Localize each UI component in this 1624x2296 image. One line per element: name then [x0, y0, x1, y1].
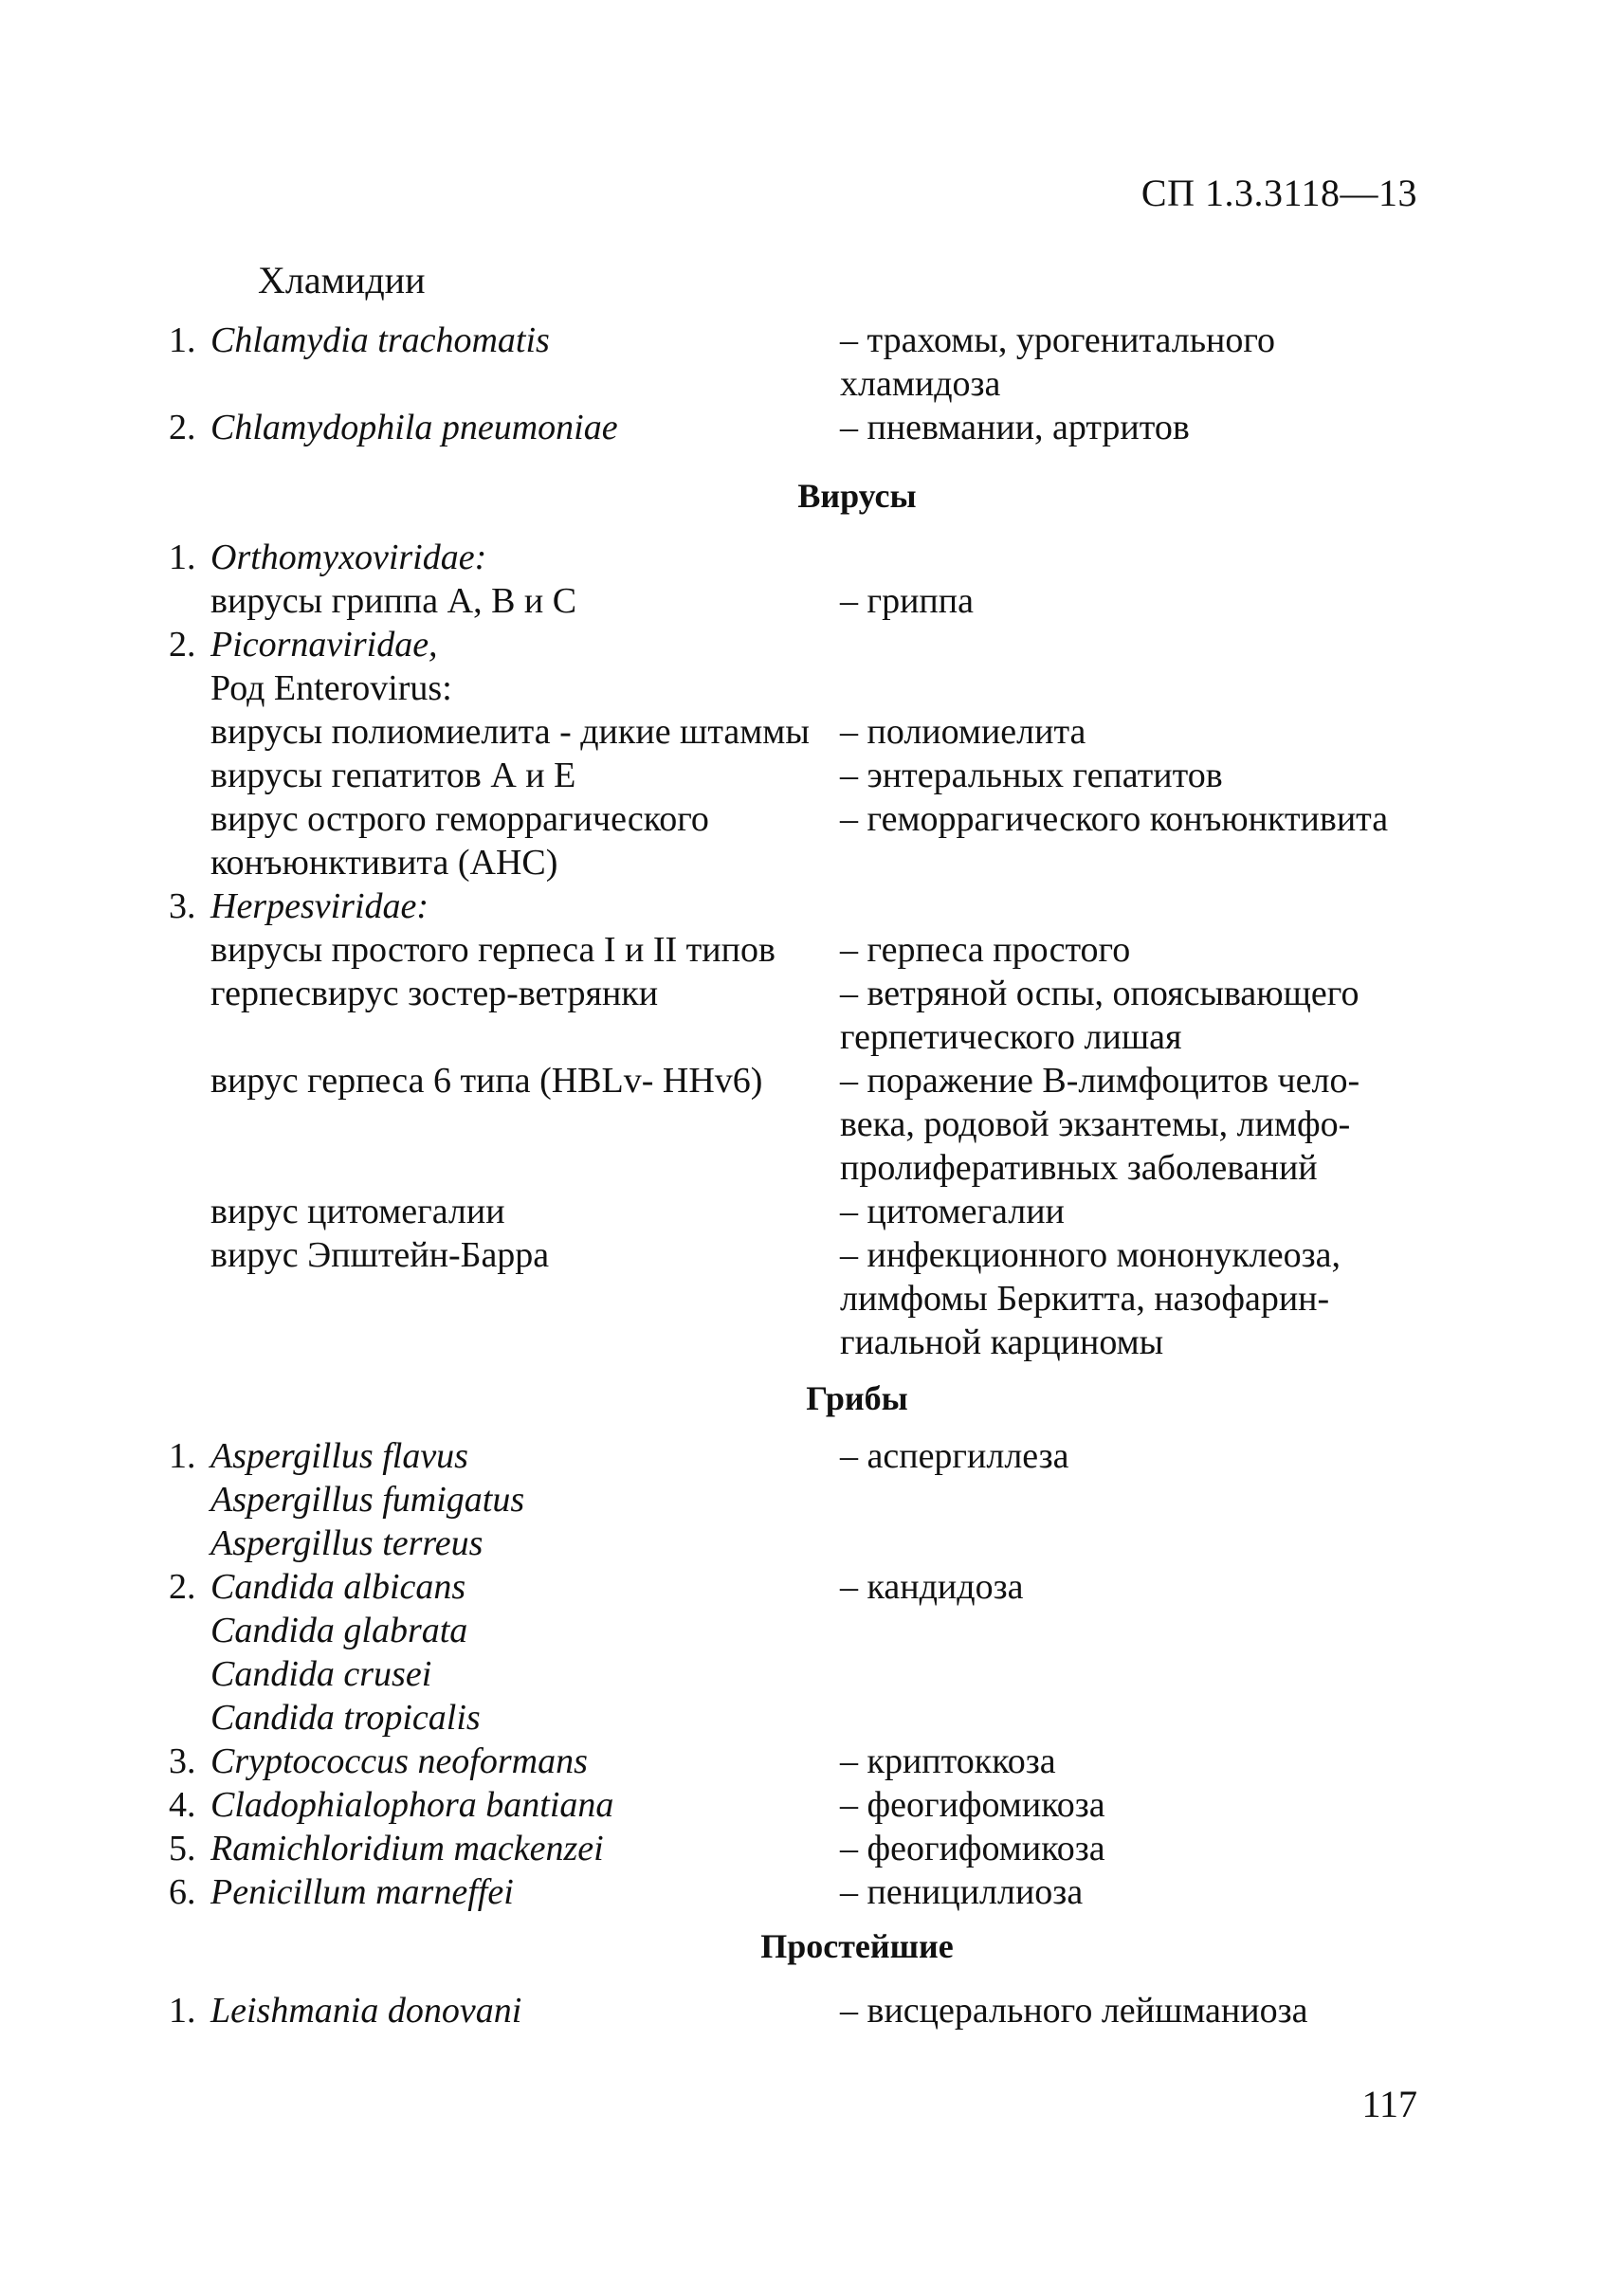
organism-description: конъюнктивита (АНС) — [210, 843, 558, 883]
item-number: 2. — [169, 408, 196, 447]
organism-name: Aspergillus flavus — [210, 1436, 468, 1476]
item-number: 1. — [169, 538, 196, 577]
organism-description: вирусы гепатитов А и Е — [210, 756, 576, 795]
list-item — [0, 536, 1624, 579]
list-item — [0, 1827, 1624, 1870]
page-number: 117 — [1361, 2083, 1417, 2125]
disease-text: – поражение В-лимфоцитов чело- — [840, 1061, 1360, 1101]
list-item — [0, 623, 1624, 666]
item-number: 2. — [169, 1567, 196, 1607]
list-item — [0, 1989, 1624, 2032]
organism-name: Candida albicans — [210, 1567, 466, 1607]
organism-name: Candida glabrata — [210, 1611, 468, 1650]
list-item-continuation — [0, 1321, 1624, 1364]
disease-text: – трахомы, урогенитального — [840, 320, 1276, 360]
disease-text: – энтеральных гепатитов — [840, 756, 1223, 795]
list-item — [0, 884, 1624, 928]
organism-name: Chlamydia trachomatis — [210, 320, 550, 360]
organism-description: вирус острого геморрагического — [210, 799, 709, 839]
list-item-continuation — [0, 1652, 1624, 1696]
organism-description: вирус цитомегалии — [210, 1192, 505, 1231]
organism-description: вирусы гриппа А, В и С — [210, 581, 577, 621]
disease-text: – полиомиелита — [840, 712, 1086, 752]
document-code: СП 1.3.3118—13 — [1140, 172, 1417, 214]
list-item-continuation — [0, 1696, 1624, 1740]
list-item-continuation — [0, 666, 1624, 710]
organism-name: Leishmania donovani — [210, 1991, 522, 2031]
list-item-continuation — [0, 754, 1624, 797]
organism-name: Candida tropicalis — [210, 1698, 481, 1738]
list-item-continuation — [0, 1190, 1624, 1233]
disease-text: лимфомы Беркитта, назофарин- — [840, 1279, 1330, 1319]
list-item-continuation — [0, 841, 1624, 884]
list-item-continuation — [0, 1146, 1624, 1190]
list-item-continuation — [0, 1015, 1624, 1059]
list-item-continuation — [0, 1522, 1624, 1565]
disease-text: века, родовой экзантемы, лимфо- — [840, 1104, 1351, 1144]
list-item — [0, 319, 1624, 362]
organism-description: вирус Эпштейн-Барра — [210, 1235, 550, 1275]
list-item — [0, 406, 1624, 449]
item-number: 1. — [169, 320, 196, 360]
list-item-continuation — [0, 797, 1624, 841]
item-number: 1. — [169, 1436, 196, 1476]
item-number: 2. — [169, 625, 196, 665]
item-number: 1. — [169, 1991, 196, 2031]
disease-text: – висцерального лейшманиоза — [840, 1991, 1308, 2031]
list-item-continuation — [0, 1102, 1624, 1146]
section-title-viruses: Вирусы — [797, 477, 917, 515]
disease-text: – пенициллиоза — [840, 1872, 1084, 1912]
disease-text: – цитомегалии — [840, 1192, 1065, 1231]
list-item-continuation — [0, 928, 1624, 972]
disease-text: герпетического лишая — [840, 1017, 1182, 1057]
organism-description: вирусы простого герпеса I и II типов — [210, 930, 776, 970]
section-title-protozoa: Простейшие — [760, 1927, 954, 1965]
organism-name: Cryptococcus neoformans — [210, 1741, 588, 1781]
section-title-fungi: Грибы — [806, 1379, 908, 1417]
list-item-continuation — [0, 972, 1624, 1015]
section-title-chlamydia: Хламидии — [258, 259, 426, 301]
list-item-continuation — [0, 710, 1624, 754]
organism-description: герпесвирус зостер-ветрянки — [210, 974, 659, 1013]
disease-text: хламидоза — [840, 364, 1001, 404]
organism-description: вирус герпеса 6 типа (HBLv- HHv6) — [210, 1061, 763, 1101]
item-number: 3. — [169, 1741, 196, 1781]
organism-name: Aspergillus fumigatus — [210, 1480, 525, 1520]
item-number: 5. — [169, 1829, 196, 1868]
item-number: 3. — [169, 886, 196, 926]
list-item-continuation — [0, 1233, 1624, 1277]
disease-text: – криптоккоза — [840, 1741, 1056, 1781]
organism-name: Penicillum marneffei — [210, 1872, 514, 1912]
organism-name: Aspergillus terreus — [210, 1523, 484, 1563]
disease-text: – герпеса простого — [840, 930, 1131, 970]
disease-text: – гриппа — [840, 581, 974, 621]
list-item-continuation — [0, 1609, 1624, 1652]
list-item-continuation — [0, 1277, 1624, 1321]
disease-text: – пневмании, артритов — [840, 408, 1190, 447]
list-item — [0, 1565, 1624, 1609]
disease-text: – кандидоза — [840, 1567, 1024, 1607]
organism-name: Picornaviridae, — [210, 625, 438, 665]
disease-text: – ветряной оспы, опоясывающего — [840, 974, 1359, 1013]
list-item-continuation — [0, 579, 1624, 623]
organism-name: Orthomyxoviridae: — [210, 538, 487, 577]
disease-text: пролиферативных заболеваний — [840, 1148, 1318, 1188]
list-item-continuation — [0, 1478, 1624, 1522]
item-number: 6. — [169, 1872, 196, 1912]
disease-text: – инфекционного мононуклеоза, — [840, 1235, 1341, 1275]
disease-text: – феогифомикоза — [840, 1785, 1105, 1825]
organism-description: вирусы полиомиелита - дикие штаммы — [210, 712, 810, 752]
organism-name: Chlamydophila pneumoniae — [210, 408, 618, 447]
list-item — [0, 1740, 1624, 1783]
disease-text: – аспергиллеза — [840, 1436, 1069, 1476]
disease-text: гиальной карциномы — [840, 1322, 1164, 1362]
list-item-continuation — [0, 362, 1624, 406]
organism-description: Род Enterovirus: — [210, 668, 452, 708]
list-item — [0, 1870, 1624, 1914]
list-item — [0, 1434, 1624, 1478]
organism-name: Cladophialophora bantiana — [210, 1785, 614, 1825]
item-number: 4. — [169, 1785, 196, 1825]
disease-text: – феогифомикоза — [840, 1829, 1105, 1868]
list-item — [0, 1783, 1624, 1827]
organism-name: Candida crusei — [210, 1654, 432, 1694]
list-item-continuation — [0, 1059, 1624, 1102]
disease-text: – геморрагического конъюнктивита — [840, 799, 1389, 839]
organism-name: Ramichloridium mackenzei — [210, 1829, 604, 1868]
organism-name: Herpesviridae: — [210, 886, 429, 926]
